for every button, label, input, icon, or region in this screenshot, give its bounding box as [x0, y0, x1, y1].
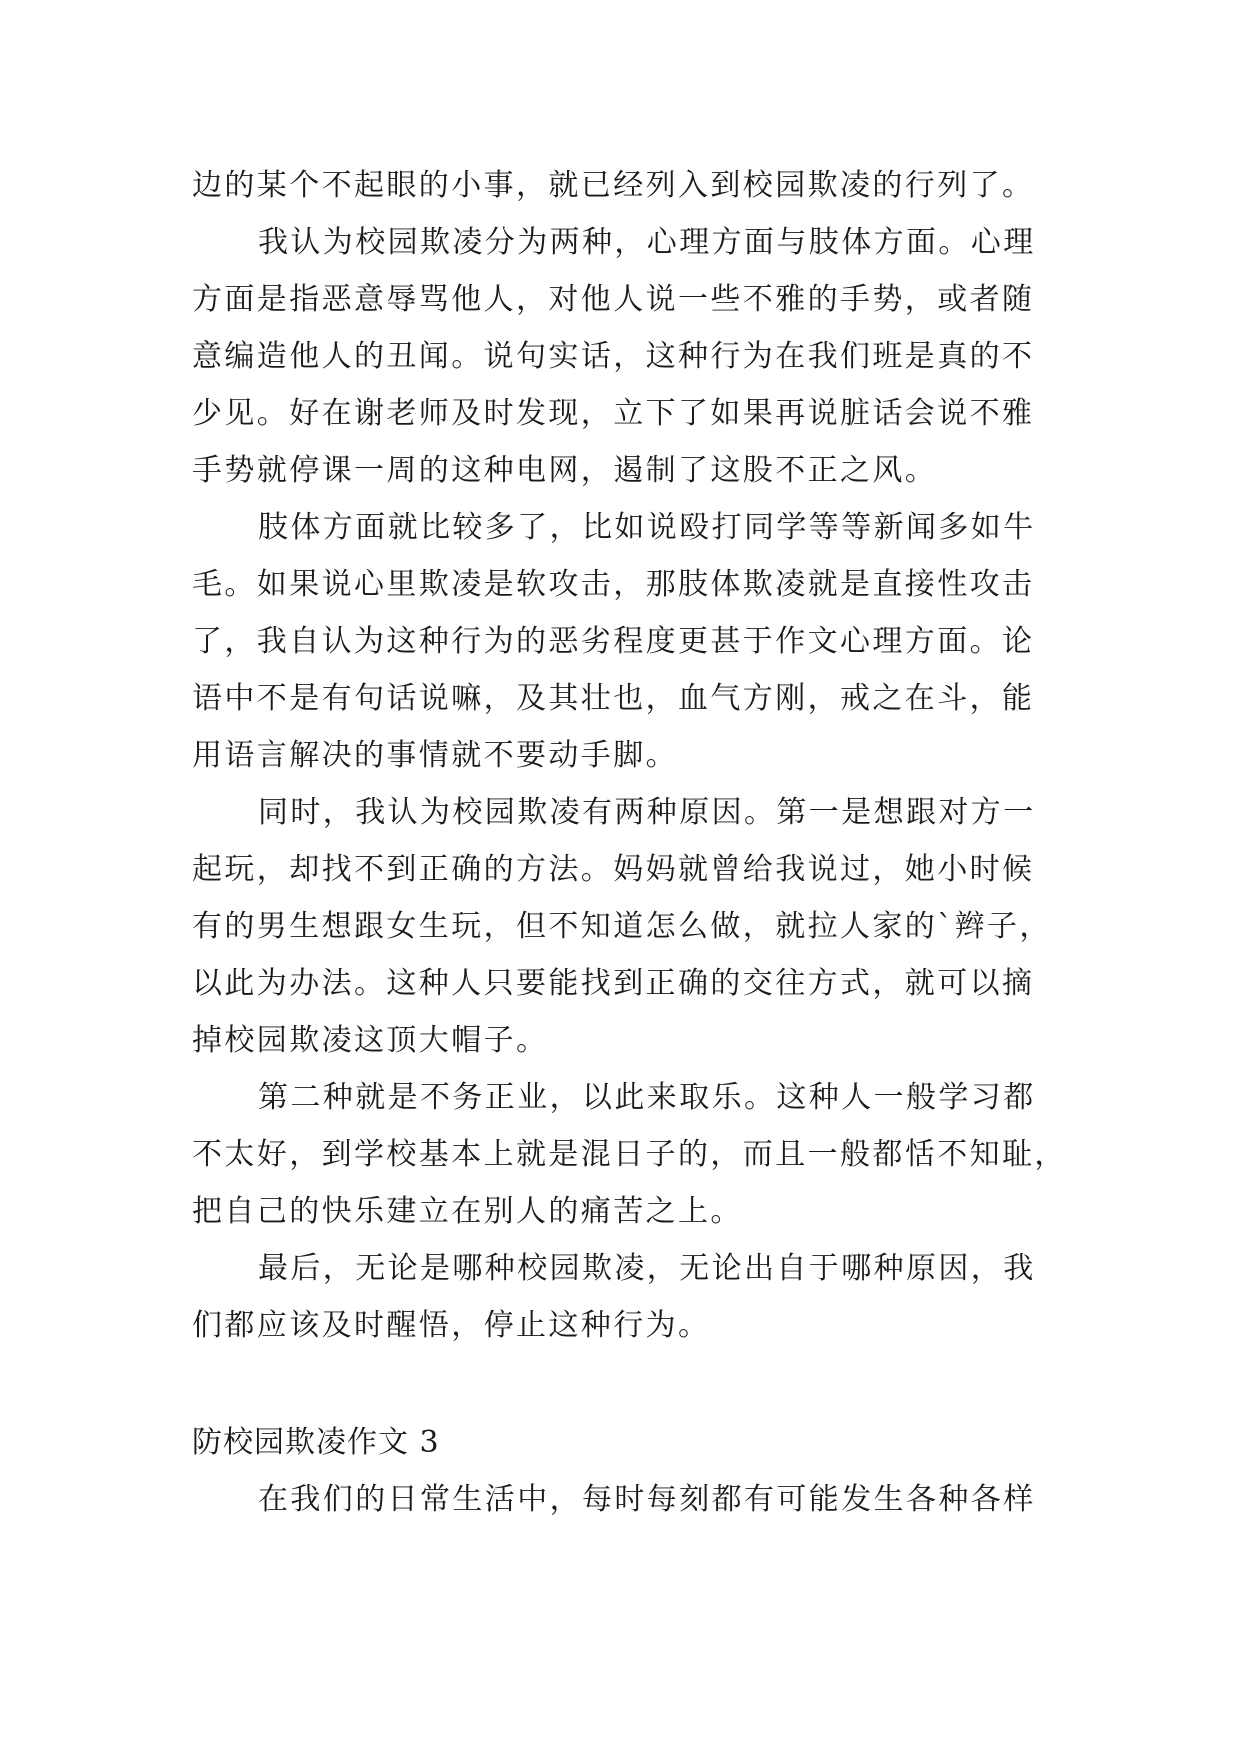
text-line: 用语言解决的事情就不要动手脚。	[192, 738, 678, 773]
text-line: 起玩，却找不到正确的方法。妈妈就曾给我说过，她小时候	[192, 852, 1035, 887]
text-line: 边的某个不起眼的小事，就已经列入到校园欺凌的行列了。	[192, 168, 1035, 203]
text-line: 以此为办法。这种人只要能找到正确的交往方式，就可以摘	[192, 966, 1035, 1001]
text-line: 不太好，到学校基本上就是混日子的，而且一般都恬不知耻，	[192, 1137, 1067, 1172]
text-line: 手势就停课一周的这种电网，遏制了这股不正之风。	[192, 453, 938, 488]
section-heading: 防校园欺凌作文 3	[192, 1425, 440, 1460]
text-line: 意编造他人的丑闻。说句实话，这种行为在我们班是真的不	[192, 339, 1035, 374]
text-line: 们都应该及时醒悟，停止这种行为。	[192, 1308, 711, 1343]
text-line: 方面是指恶意辱骂他人，对他人说一些不雅的手势，或者随	[192, 282, 1035, 317]
paragraph-start-line: 最后，无论是哪种校园欺凌，无论出自于哪种原因，我	[258, 1251, 1036, 1286]
text-line: 掉校园欺凌这顶大帽子。	[192, 1023, 549, 1058]
text-line: 语中不是有句话说嘛，及其壮也，血气方刚，戒之在斗，能	[192, 681, 1035, 716]
text-line: 有的男生想跟女生玩，但不知道怎么做，就拉人家的`辫子，	[192, 909, 1052, 944]
text-line: 了，我自认为这种行为的恶劣程度更甚于作文心理方面。论	[192, 624, 1035, 659]
text-line: 毛。如果说心里欺凌是软攻击，那肢体欺凌就是直接性攻击	[192, 567, 1035, 602]
paragraph-start-line: 肢体方面就比较多了，比如说殴打同学等等新闻多如牛	[258, 510, 1036, 545]
paragraph-start-line: 同时，我认为校园欺凌有两种原因。第一是想跟对方一	[258, 795, 1036, 830]
paragraph-start-line: 我认为校园欺凌分为两种，心理方面与肢体方面。心理	[258, 225, 1036, 260]
paragraph-start-line: 第二种就是不务正业，以此来取乐。这种人一般学习都	[258, 1080, 1036, 1115]
document-page	[192, 157, 1072, 1528]
text-line: 把自己的快乐建立在别人的痛苦之上。	[192, 1194, 743, 1229]
paragraph-start-line: 在我们的日常生活中，每时每刻都有可能发生各种各样	[258, 1482, 1036, 1517]
text-line: 少见。好在谢老师及时发现，立下了如果再说脏话会说不雅	[192, 396, 1035, 431]
